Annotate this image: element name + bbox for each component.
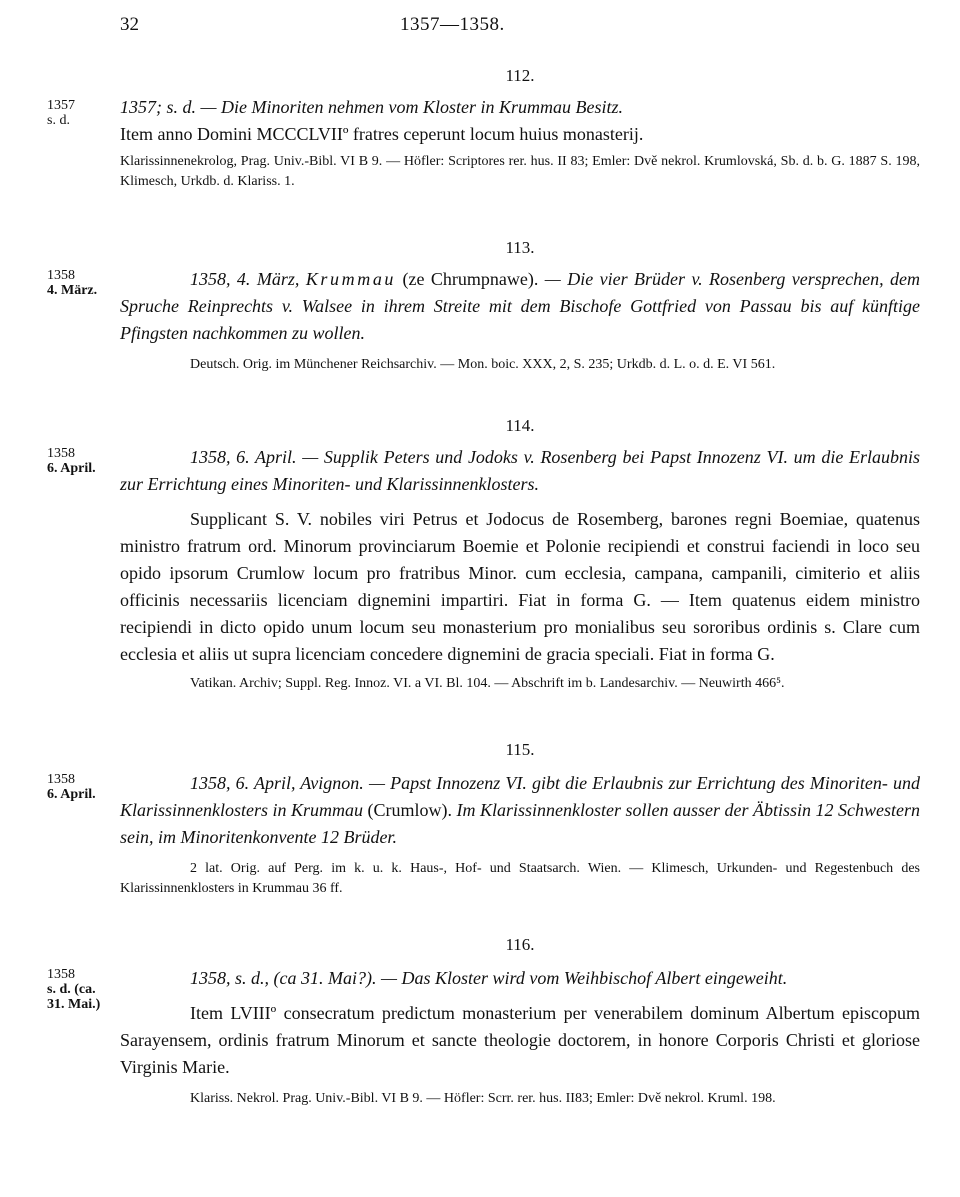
- entry-body: [120, 94, 920, 192]
- source-note: Klarissinnenekrolog, Prag. Univ.-Bibl. VI B 9. — Höfler: Scriptores rer. hus. II 83; Emler: Dvě nekrol. Krumlovská, Sb. d. b. G. 1887 S. 198, Klimesch, Urkdb. d. Klariss. 1.: [120, 154, 920, 189]
- margin-day: s. d.: [47, 113, 70, 128]
- regest: [120, 266, 920, 347]
- entry-body: [120, 444, 920, 694]
- margin-date: [47, 772, 113, 802]
- regest-date: 1357; s. d.: [120, 97, 196, 117]
- running-title: 1357—1358.: [400, 14, 505, 35]
- entry-number: 112.: [505, 66, 535, 85]
- margin-date: [47, 98, 113, 128]
- regest-text: — Papst Innozenz VI. gibt die Erlaubnis zur Errichtung des Minoriten- und Klarissinnenklosters in Krummau: [120, 773, 921, 820]
- entry-number: 113.: [505, 238, 535, 257]
- margin-day: 6. April.: [47, 461, 96, 476]
- entry-number: 114.: [505, 416, 535, 435]
- regest-text: — Die vier Brüder v. Rosenberg versprechen, dem Spruche Reinprechts v. Walsee in ihrem Streite mit dem Bischofe Gottfried von Passau bis auf künftige Pfingsten nachkommen zu wollen.: [120, 269, 921, 343]
- margin-day: s. d. (ca. 31. Mai.): [47, 982, 101, 1012]
- margin-date: [47, 967, 113, 1012]
- entry-number: 116.: [505, 935, 535, 954]
- regest-text-2: Im Klarissinnenkloster sollen ausser der Äbtissin 12 Schwestern sein, im Minoritenkonvente 12 Brüder.: [120, 800, 921, 847]
- margin-date: [47, 268, 113, 298]
- margin-year: 1358: [47, 772, 75, 787]
- regest: [120, 770, 920, 851]
- document-text: Item anno Domini MCCCLVIIº fratres ceperunt locum huius monasterij.: [120, 124, 644, 144]
- document-text: Item LVIIIº consecratum predictum monasterium per venerabilem dominum Albertum episcopum Sarayensem, ordinis fratrum Minorum et sancte theologie doctorem, in honore Corporis Christi et gloriose Virginis Marie.: [120, 1003, 920, 1077]
- source-note: Vatikan. Archiv; Suppl. Reg. Innoz. VI. a VI. Bl. 104. — Abschrift im b. Landesarchiv. — Neuwirth 466⁵.: [190, 676, 785, 691]
- entry-number: 115.: [505, 740, 535, 759]
- margin-year: 1357: [47, 98, 75, 113]
- regest: [120, 444, 920, 498]
- regest-place-note: (Crumlow).: [367, 800, 453, 820]
- margin-year: 1358: [47, 446, 75, 461]
- regest-date: 1358, 6. April.: [190, 447, 297, 467]
- regest-place: Krummau: [305, 269, 397, 289]
- entry-body: [120, 770, 920, 899]
- margin-date: [47, 446, 113, 476]
- entry-body: [120, 266, 920, 375]
- margin-day: 4. März.: [47, 283, 98, 298]
- margin-year: 1358: [47, 268, 75, 283]
- regest: [120, 965, 920, 992]
- regest-text: — Die Minoriten nehmen vom Kloster in Krummau Besitz.: [200, 97, 623, 117]
- regest-text: — Das Kloster wird vom Weihbischof Albert eingeweiht.: [380, 968, 788, 988]
- document-text: Supplicant S. V. nobiles viri Petrus et Jodocus de Rosemberg, barones regni Boemiae, quatenus ministro fratrum ord. Minorum provinciarum Boemie et Polonie recipiendi et construi faciendi in loco seu opido ipsorum Crumlow locum pro fratribus Minor. cum ecclesia, campana, campanili, cimiterio et aliis officinis necessariis licenciam dignemini impartiri. Fiat in forma G. — Item quatenus eidem ministro recipiendi in dicto opido unum locum seu monasterium pro monialibus seu sororibus ordinis s. Clare cum ecclesia et aliis ut supra licenciam concedere dignemini de gracia speciali. Fiat in forma G.: [120, 509, 920, 664]
- regest: [120, 94, 920, 121]
- regest-date: 1358, s. d., (ca 31. Mai?).: [190, 968, 377, 988]
- page-number: 32: [120, 14, 139, 35]
- regest-place-note: (ze Chrumpnawe).: [402, 269, 539, 289]
- margin-day: 6. April.: [47, 787, 96, 802]
- source-note: 2 lat. Orig. auf Perg. im k. u. k. Haus-, Hof- und Staatsarch. Wien. — Klimesch, Urkunden- und Regestenbuch des Klarissinnenklosters in Krummau 36 ff.: [120, 861, 920, 896]
- source-note: Klariss. Nekrol. Prag. Univ.-Bibl. VI B 9. — Höfler: Scrr. rer. hus. II83; Emler: Dvě nekrol. Kruml. 198.: [190, 1091, 776, 1106]
- regest-text: — Supplik Peters und Jodoks v. Rosenberg bei Papst Innozenz VI. um die Erlaubnis zur Errichtung eines Minoriten- und Klarissinnenklosters.: [120, 447, 920, 494]
- source-note: Deutsch. Orig. im Münchener Reichsarchiv. — Mon. boic. XXX, 2, S. 235; Urkdb. d. L. o. d. E. VI 561.: [190, 357, 776, 372]
- regest-date: 1358, 4. März,: [190, 269, 300, 289]
- margin-year: 1358: [47, 967, 75, 982]
- entry-body: [120, 965, 920, 1109]
- regest-date: 1358, 6. April, Avignon.: [190, 773, 364, 793]
